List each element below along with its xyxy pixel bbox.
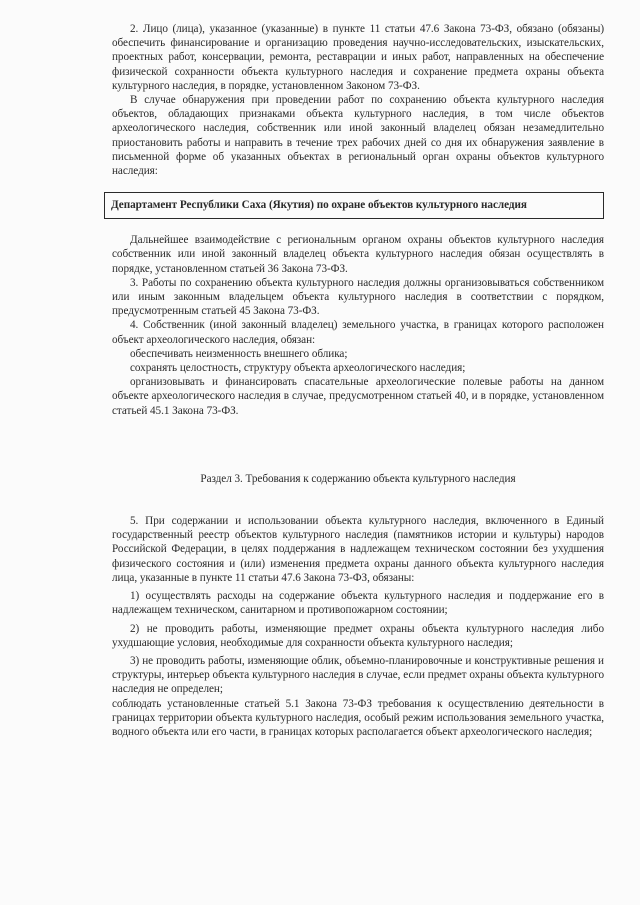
document-body [112,22,604,739]
paragraph-subitem-1: 1) осуществлять расходы на содержание объекта культурного наследия и поддержание его в надлежащем техническом, санитарном и противопожарном состоянии; [112,590,604,617]
paragraph-obligation-appearance: обеспечивать неизменность внешнего облика; [130,347,348,360]
paragraph-discovery-notice: В случае обнаружения при проведении работ по сохранению объекта культурного наследия объектов, обладающих признаками объекта культурного наследия, в том числе объектов археологического наследия, собственник или иной законный владелец обязан незамедлительно приостановить работы и направить в течение трех рабочих дней со дня их обнаружения заявление в письменной форме об указанных объектах в региональный орган охраны объектов культурного наследия: [112,94,604,178]
paragraph-subitem-2: 2) не проводить работы, изменяющие предмет охраны объекта культурного наследия либо ухудшающие условия, необходимые для сохранности объекта культурного наследия; [112,622,604,649]
paragraph-obligation-integrity: сохранять целостность, структуру объекта археологического наследия; [130,362,466,375]
paragraph-item-4: 4. Собственник (иной законный владелец) земельного участка, в границах которого расположен объект археологического наследия, обязан: [112,319,604,346]
paragraph-obligation-rescue-works: организовывать и финансировать спасательные археологические полевые работы на данном объекте археологического наследия в случае, предусмотренном статьей 40, и в порядке, установленном статьей 45.1 Закона 73-ФЗ. [112,376,604,417]
paragraph-interaction: Дальнейшее взаимодействие с региональным органом охраны объектов культурного наследия собственник или иной законный владелец объекта культурного наследия обязан осуществлять в порядке, установленном статьей 36 Закона 73-ФЗ. [112,234,604,275]
paragraph-territory-requirements: соблюдать установленные статьей 5.1 Закона 73-ФЗ требования к осуществлению деятельности в границах территории объекта культурного наследия, особый режим использования земельного участка, водного объекта или его части, в границах которых располагается объект археологического наследия; [112,697,604,738]
paragraph-subitem-3: 3) не проводить работы, изменяющие облик, объемно-планировочные и конструктивные решения и структуры, интерьер объекта культурного наследия в случае, если предмет охраны объекта культурного наследия не определен; [112,654,604,696]
paragraph-item-2: 2. Лицо (лица), указанное (указанные) в пункте 11 статьи 47.6 Закона 73-ФЗ, обязано (обязаны) обеспечить финансирование и организацию проведения научно-исследовательских, изыскательских, проектных работ, консервации, ремонта, реставрации и иных работ, направленных на обеспечение физической сохранности объекта культурного наследия и сохранение предмета охраны объекта культурного наследия, в порядке, установленном Законом 73-ФЗ. [112,23,604,92]
department-box: Департамент Республики Саха (Якутия) по охране объектов культурного наследия [104,192,604,219]
paragraph-item-3: 3. Работы по сохранению объекта культурного наследия должны организовываться собственником или иным законным владельцем объекта культурного наследия в соответствии с порядком, предусмотренным статьей 45 Закона 73-ФЗ. [112,276,604,318]
paragraph-item-5: 5. При содержании и использовании объекта культурного наследия, включенного в Единый государственный реестр объектов культурного наследия (памятников истории и культуры) народов Российской Федерации, в целях поддержания в надлежащем техническом состоянии без ухудшения физического состояния и (или) изменения предмета охраны данного объекта культурного наследия лица, указанные в пункте 11 статьи 47.6 Закона 73-ФЗ, обязаны: [112,515,604,584]
section-title: Раздел 3. Требования к содержанию объекта культурного наследия [200,472,516,485]
